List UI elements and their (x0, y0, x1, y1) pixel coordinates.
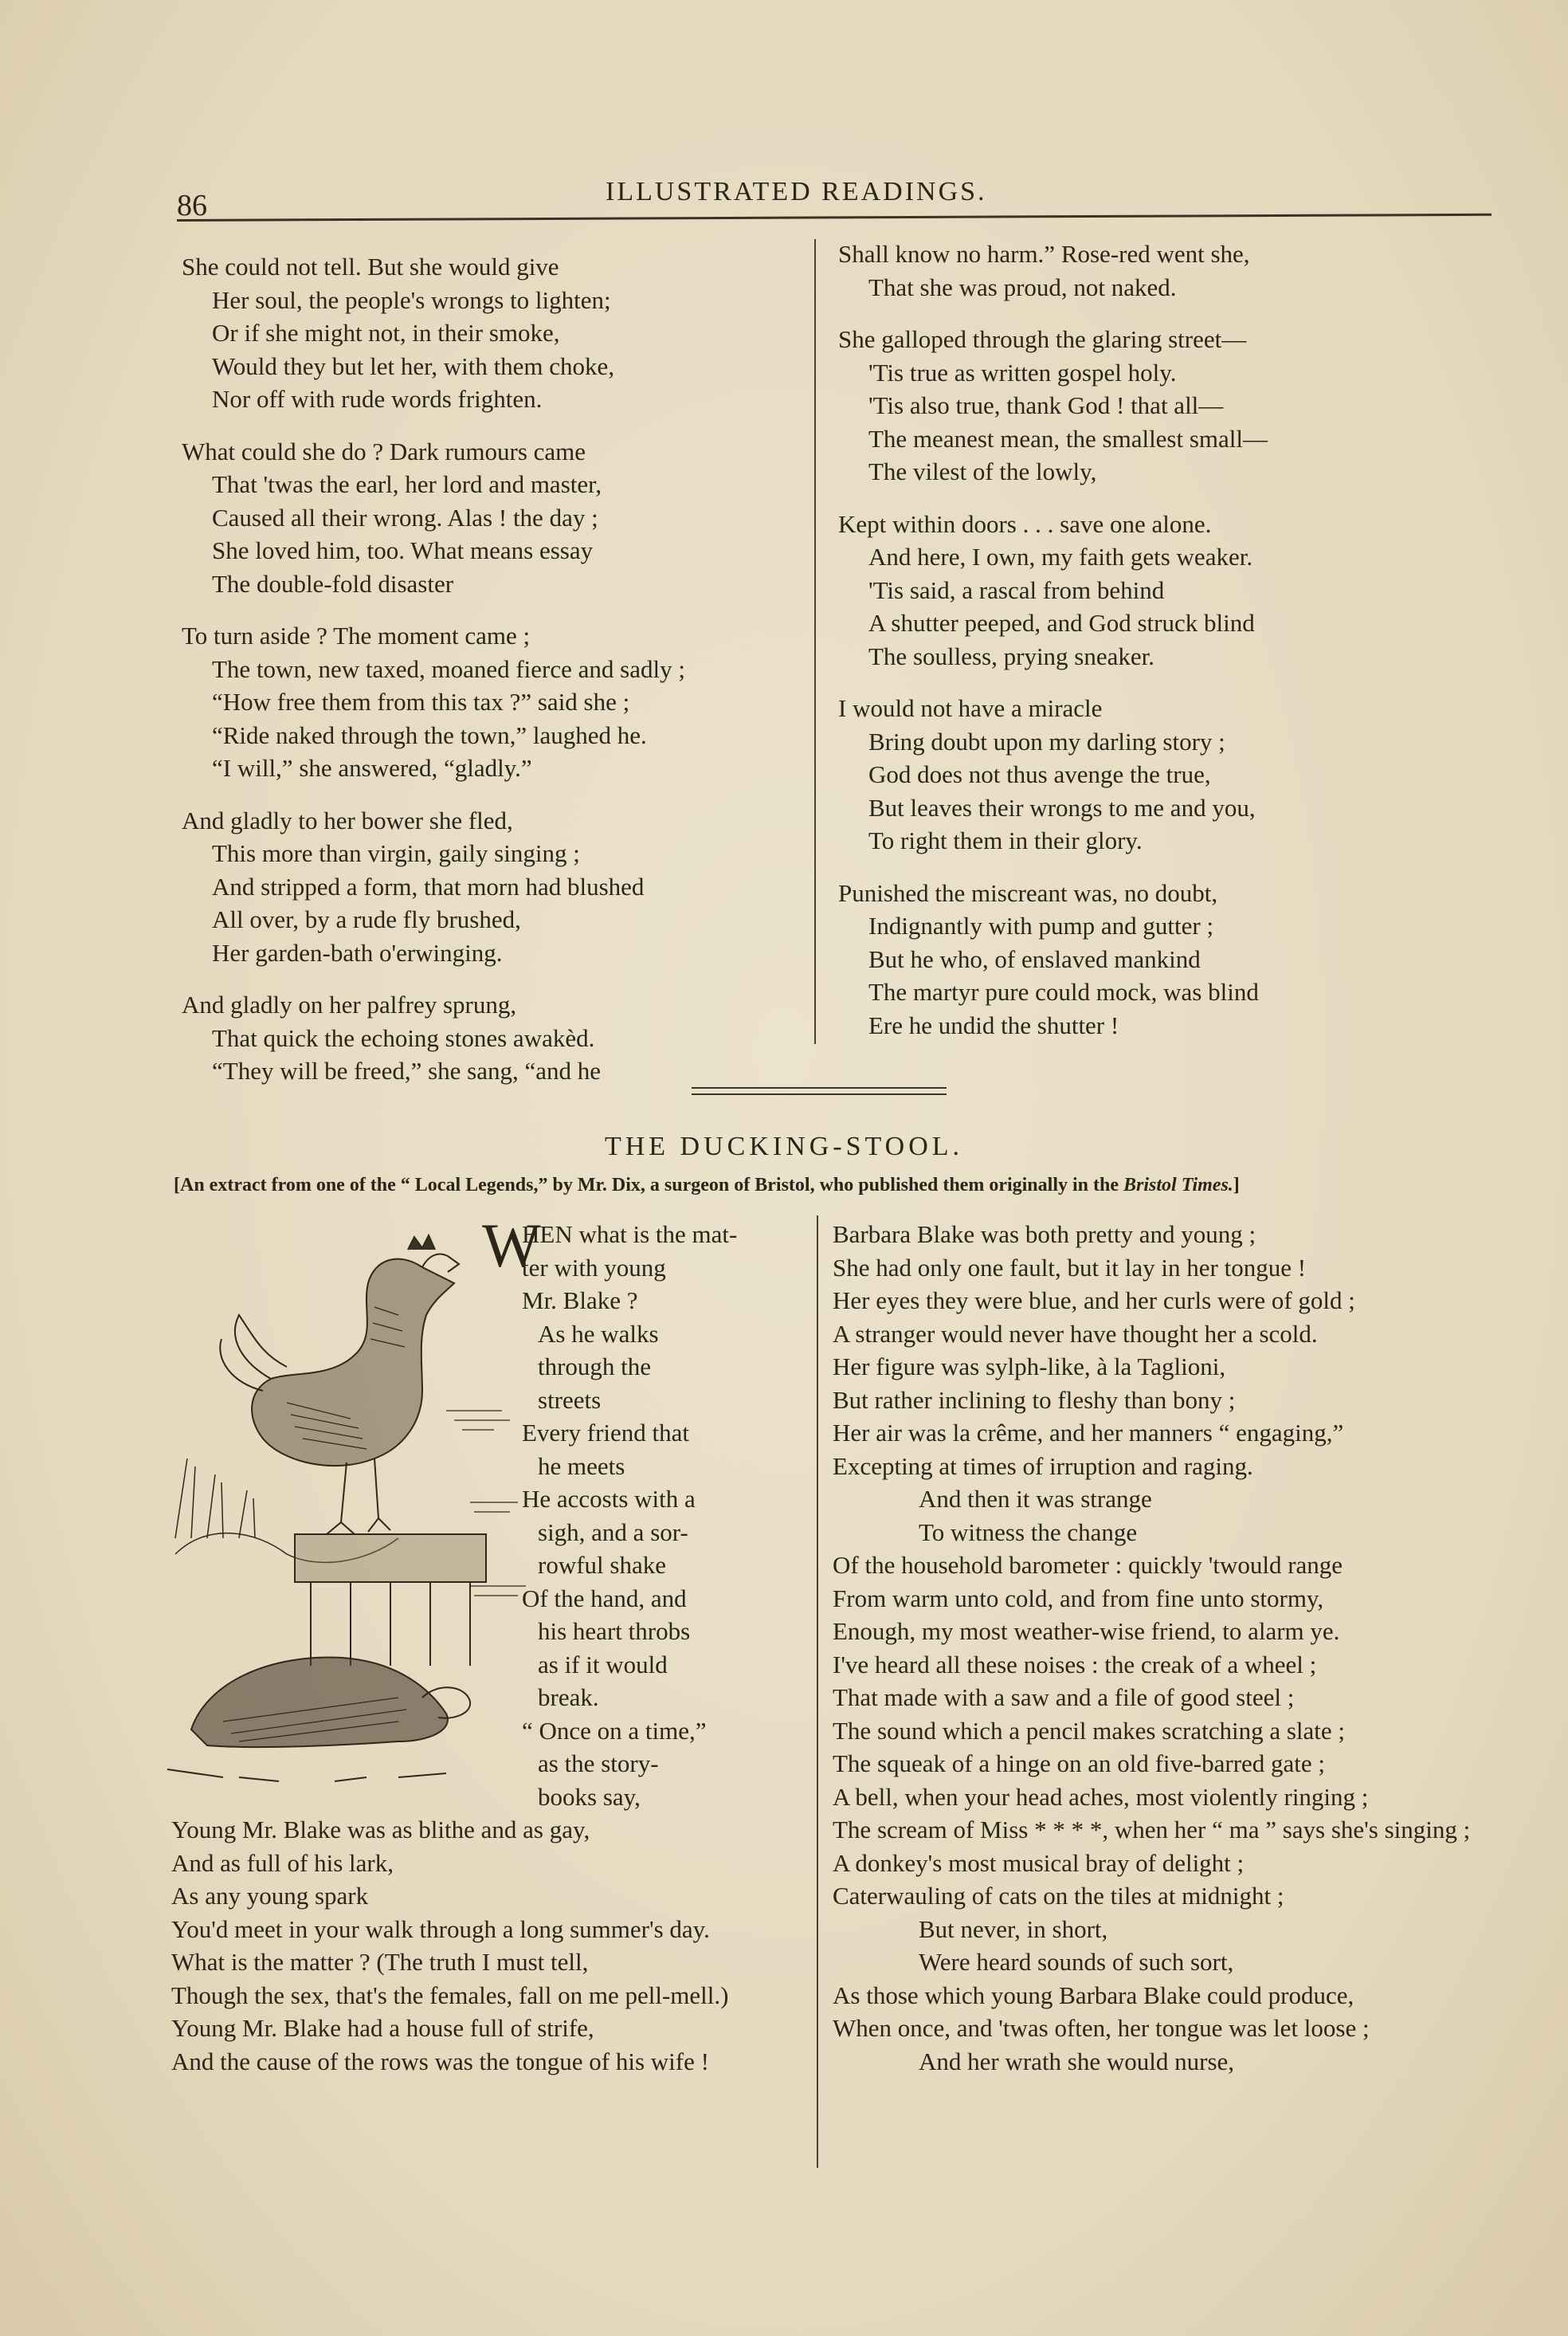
column-divider-2 (817, 1215, 818, 2168)
newspaper-name: Bristol Times. (1123, 1175, 1233, 1195)
verse-line: as if it would (538, 1650, 668, 1678)
verse-line: ter with young (522, 1253, 666, 1282)
verse-line: Enough, my most weather-wise friend, to alarm ye. (833, 1617, 1340, 1645)
verse-line: I've heard all these noises : the creak of a wheel ; (833, 1650, 1317, 1678)
verse-line: And here, I own, my faith gets weaker. (868, 543, 1253, 571)
verse-line: Kept within doors . . . save one alone. (838, 509, 1212, 538)
verse-line: Punished the miscreant was, no doubt, (838, 878, 1218, 907)
verse-line: “I will,” she answered, “gladly.” (212, 754, 532, 782)
verse-line: That quick the echoing stones awakèd. (212, 1023, 595, 1052)
verse-line: From warm unto cold, and from fine unto stormy, (833, 1584, 1324, 1612)
verse-line: All over, by a rude fly brushed, (212, 905, 521, 933)
verse-line: The double-fold disaster (212, 569, 454, 598)
verse-line: HEN what is the mat- (522, 1220, 738, 1248)
verse-line: But he who, of enslaved mankind (868, 944, 1201, 973)
poem1-left-column (182, 250, 819, 1107)
verse-line: streets (538, 1385, 602, 1414)
verse-line: To right them in their glory. (868, 826, 1143, 854)
verse-line: This more than virgin, gaily singing ; (212, 839, 580, 867)
verse-line: Caused all their wrong. Alas ! the day ; (212, 503, 598, 532)
verse-line: And her wrath she would nurse, (919, 2047, 1235, 2075)
verse-line: Though the sex, that's the females, fall on me pell-mell.) (171, 1981, 729, 2009)
verse-line: Or if she might not, in their smoke, (212, 319, 560, 347)
verse-line: The town, new taxed, moaned fierce and sadly ; (212, 654, 685, 683)
verse-line: The squeak of a hinge on an old five-barred gate ; (833, 1749, 1326, 1777)
verse-line: Her garden-bath o'erwinging. (212, 938, 503, 967)
verse-line: The scream of Miss * * * *, when her “ ma ” says she's singing ; (833, 1816, 1471, 1843)
verse-line: as the story- (538, 1749, 659, 1777)
verse-line: To witness the change (919, 1517, 1138, 1546)
verse-line: Ere he undid the shutter ! (868, 1011, 1119, 1039)
page-number: 86 (177, 189, 207, 222)
section-double-rule (692, 1087, 947, 1095)
verse-line: I would not have a miracle (838, 694, 1103, 722)
verse-line: Indignantly with pump and gutter ; (868, 912, 1214, 940)
verse-line: What is the matter ? (The truth I must tell, (171, 1948, 589, 1976)
verse-line: And as full of his lark, (171, 1848, 394, 1877)
verse-line: he meets (538, 1451, 625, 1480)
verse-line: 'Tis also true, thank God ! that all— (868, 391, 1224, 419)
verse-line: A shutter peeped, and God struck blind (868, 609, 1255, 637)
stanza (838, 238, 1492, 304)
article-intro-note: [An extract from one of the “ Local Legends,” by Mr. Dix, a surgeon of Bristol, who published them originally in the Bristol Times.] (174, 1175, 1240, 1195)
verse-line: Young Mr. Blake was as blithe and as gay, (171, 1816, 590, 1843)
verse-line: Every friend that (522, 1419, 690, 1447)
verse-line: Nor off with rude words frighten. (212, 385, 543, 413)
ducking-stool-left-column (171, 1218, 809, 2078)
column-divider (814, 239, 816, 1044)
verse-line: A donkey's most musical bray of delight ; (833, 1848, 1245, 1877)
verse-line: his heart throbs (538, 1617, 691, 1645)
verse-line: And stripped a form, that morn had blushed (212, 872, 645, 901)
verse-line: sigh, and a sor- (538, 1517, 688, 1546)
verse-line: “They will be freed,” she sang, “and he (212, 1057, 602, 1085)
verse-line: Bring doubt upon my darling story ; (868, 727, 1225, 756)
verse-line: Her eyes they were blue, and her curls were of gold ; (833, 1286, 1355, 1314)
verse-line: Caterwauling of cats on the tiles at midnight ; (833, 1882, 1284, 1910)
verse-line: But never, in short, (919, 1914, 1108, 1943)
verse-line: The vilest of the lowly, (868, 457, 1097, 485)
verse-line: break. (538, 1683, 599, 1711)
verse-line: But leaves their wrongs to me and you, (868, 793, 1256, 822)
verse-line: You'd meet in your walk through a long summer's day. (171, 1914, 710, 1943)
verse-line: Would they but let her, with them choke, (212, 351, 615, 380)
verse-line: But rather inclining to fleshy than bony ; (833, 1385, 1236, 1414)
verse-line: Her soul, the people's wrongs to lighten; (212, 285, 611, 314)
stanza (838, 692, 1492, 858)
stanza (182, 435, 819, 601)
verse-line: She had only one fault, but it lay in her tongue ! (833, 1253, 1307, 1282)
stanza (182, 619, 819, 785)
verse-line: What could she do ? Dark rumours came (182, 437, 586, 465)
verse-line: That she was proud, not naked. (868, 273, 1177, 301)
verse-line: Her figure was sylph-like, à la Taglioni, (833, 1353, 1226, 1380)
verse-line: And then it was strange (919, 1485, 1152, 1513)
verse-line: As he walks (538, 1319, 659, 1348)
verse-line: And gladly to her bower she fled, (182, 806, 513, 834)
verse-line: God does not thus avenge the true, (868, 760, 1211, 788)
verse-line: Excepting at times of irruption and raging. (833, 1451, 1253, 1480)
verse-line: Mr. Blake ? (522, 1286, 638, 1314)
verse-line: Of the household barometer : quickly 'twould range (833, 1551, 1343, 1579)
verse-line: The soulless, prying sneaker. (868, 642, 1155, 670)
stanza (838, 877, 1492, 1042)
stanza (838, 323, 1492, 489)
verse-line: rowful shake (538, 1551, 666, 1579)
verse-line: As those which young Barbara Blake could produce, (833, 1981, 1354, 2009)
verse-line: books say, (538, 1782, 641, 1811)
verse-line: Young Mr. Blake had a house full of strife, (171, 2014, 594, 2042)
running-title: ILLUSTRATED READINGS. (606, 177, 987, 206)
verse-line: When once, and 'twas often, her tongue was let loose ; (833, 2014, 1370, 2042)
verse-line: “Ride naked through the town,” laughed he. (212, 720, 647, 749)
stanza (182, 250, 819, 416)
verse-line: The martyr pure could mock, was blind (868, 978, 1259, 1006)
verse-line: Her air was la crême, and her manners “ engaging,” (833, 1419, 1344, 1447)
verse-line: Were heard sounds of such sort, (919, 1948, 1234, 1976)
poem1-right-column (838, 238, 1492, 1061)
verse-line: Shall know no harm.” Rose-red went she, (838, 240, 1250, 268)
verse-line: “How free them from this tax ?” said she ; (212, 688, 630, 716)
stanza (182, 804, 819, 970)
verse-line: She loved him, too. What means essay (212, 536, 594, 564)
ducking-stool-right-column (833, 1218, 1478, 2078)
verse-line: To turn aside ? The moment came ; (182, 622, 531, 650)
verse-line: That made with a saw and a file of good steel ; (833, 1683, 1295, 1711)
verse-line: Of the hand, and (522, 1584, 687, 1612)
verse-line: A stranger would never have thought her a scold. (833, 1319, 1318, 1348)
verse-line: 'Tis said, a rascal from behind (868, 575, 1165, 604)
article-title: THE DUCKING-STOOL. (604, 1132, 964, 1161)
verse-line: He accosts with a (522, 1485, 696, 1513)
verse-line: As any young spark (171, 1882, 369, 1910)
verse-line: “ Once on a time,” (522, 1716, 707, 1745)
header-rule (177, 214, 1492, 222)
verse-line: A bell, when your head aches, most violently ringing ; (833, 1782, 1369, 1811)
verse-line: And gladly on her palfrey sprung, (182, 991, 517, 1019)
verse-line: The meanest mean, the smallest small— (868, 424, 1268, 453)
stanza (182, 988, 819, 1088)
verse-line: 'Tis true as written gospel holy. (868, 358, 1177, 387)
verse-line: The sound which a pencil makes scratching a slate ; (833, 1716, 1346, 1745)
verse-line: And the cause of the rows was the tongue of his wife ! (171, 2047, 709, 2075)
drop-cap: W (482, 1211, 541, 1280)
verse-line: She could not tell. But she would give (182, 253, 559, 281)
verse-line: She galloped through the glaring street— (838, 325, 1247, 353)
verse-line: That 'twas the earl, her lord and master, (212, 470, 602, 498)
verse-line: Barbara Blake was both pretty and young ; (833, 1220, 1256, 1248)
stanza (838, 508, 1492, 673)
verse-line: through the (538, 1353, 652, 1380)
